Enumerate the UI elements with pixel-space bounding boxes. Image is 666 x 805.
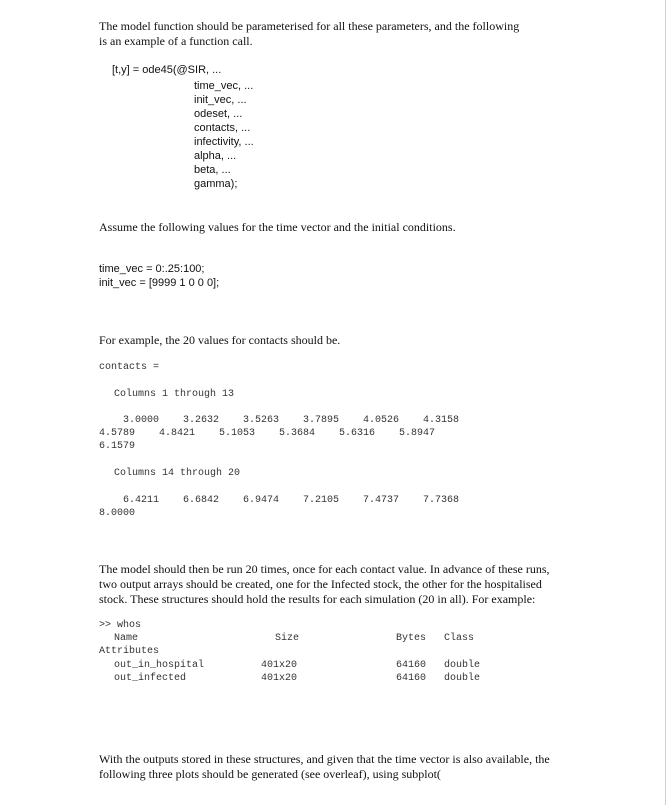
matlab-values-row: 8.0000 — [99, 508, 136, 519]
code-call-first: [t,y] = ode45(@SIR, ... — [112, 64, 222, 76]
whos-row-name: out_infected — [114, 673, 187, 684]
paragraph-line: The model should then be run 20 times, once for each contact value. In advance of these runs, — [99, 562, 550, 576]
whos-col-attributes: Attributes — [99, 646, 160, 657]
code-arg: init_vec, ... — [194, 94, 247, 106]
matlab-output-header: contacts = — [99, 362, 160, 373]
code-arg: beta, ... — [194, 164, 231, 176]
whos-row-bytes: 64160 — [396, 660, 427, 671]
whos-row-bytes: 64160 — [396, 673, 427, 684]
matlab-columns-label: Columns 1 through 13 — [114, 389, 235, 400]
code-arg: gamma); — [194, 178, 238, 190]
whos-col-name: Name — [114, 633, 139, 644]
paragraph-line: For example, the 20 values for contacts should be. — [99, 333, 341, 347]
whos-col-class: Class — [444, 633, 475, 644]
matlab-values-row: 4.5789 4.8421 5.1053 5.3684 5.6316 5.8947 — [99, 428, 436, 439]
paragraph-line: The model function should be parameterised for all these parameters, and the following — [99, 19, 520, 33]
matlab-values-row: 6.1579 — [99, 441, 136, 452]
whos-row-size: 401x20 — [261, 673, 298, 684]
paragraph-line: two output arrays should be created, one for the Infected stock, the other for the hospitalised — [99, 577, 542, 591]
whos-col-bytes: Bytes — [396, 633, 427, 644]
whos-col-size: Size — [275, 633, 300, 644]
whos-row-size: 401x20 — [261, 660, 298, 671]
matlab-columns-label: Columns 14 through 20 — [114, 468, 241, 479]
code-line: init_vec = [9999 1 0 0 0]; — [99, 277, 220, 289]
code-arg: contacts, ... — [194, 122, 251, 134]
whos-row-name: out_in_hospital — [114, 660, 205, 671]
paragraph-line: following three plots should be generated (see overleaf), using subplot( — [99, 767, 441, 781]
code-arg: time_vec, ... — [194, 80, 254, 92]
code-line: time_vec = 0:.25:100; — [99, 263, 205, 275]
whos-row-class: double — [444, 660, 481, 671]
paragraph-line: is an example of a function call. — [99, 34, 253, 48]
paragraph-line: Assume the following values for the time vector and the initial conditions. — [99, 220, 456, 234]
matlab-values-row: 3.0000 3.2632 3.5263 3.7895 4.0526 4.3158 — [99, 415, 460, 426]
matlab-values-row: 6.4211 6.6842 6.9474 7.2105 7.4737 7.7368 — [99, 495, 460, 506]
code-arg: alpha, ... — [194, 150, 237, 162]
whos-row-class: double — [444, 673, 481, 684]
paragraph-line: stock. These structures should hold the results for each simulation (20 in all). For example: — [99, 592, 536, 606]
code-arg: odeset, ... — [194, 108, 243, 120]
code-arg: infectivity, ... — [194, 136, 254, 148]
whos-prompt: >> whos — [99, 620, 142, 631]
paragraph-line: With the outputs stored in these structures, and given that the time vector is also available, the — [99, 752, 550, 766]
